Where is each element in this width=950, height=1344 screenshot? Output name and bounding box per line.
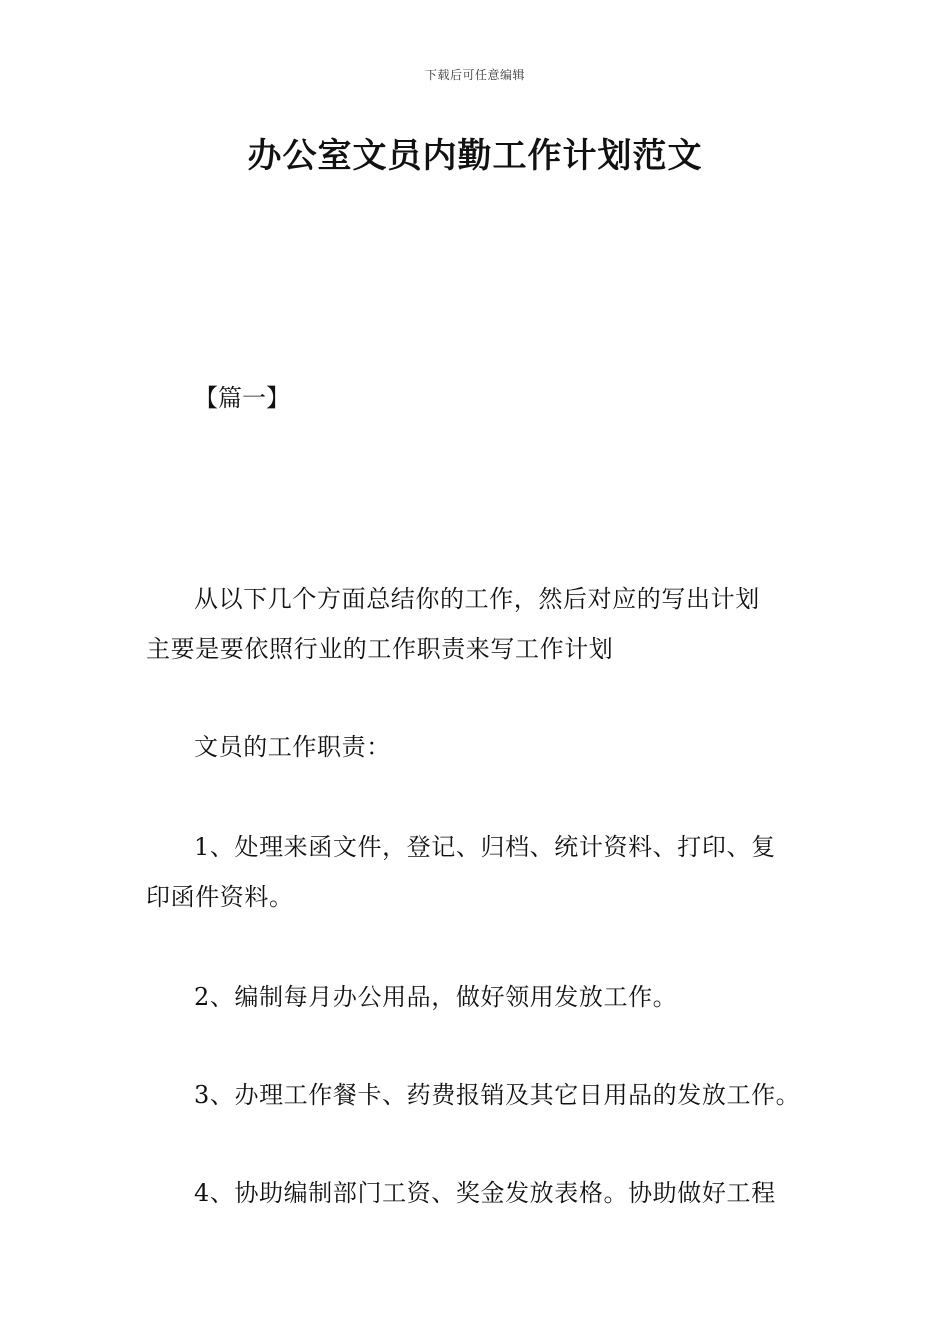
paragraph-line: 1、处理来函文件，登记、归档、统计资料、打印、复 xyxy=(194,833,776,861)
paragraph-line: 4、协助编制部门工资、奖金发放表格。协助做好工程 xyxy=(194,1179,776,1207)
paragraph-item-4 xyxy=(146,1168,812,1218)
section-label: 【篇一】 xyxy=(194,384,290,412)
paragraph-line: 印函件资料。 xyxy=(146,883,294,911)
paragraph-intro xyxy=(146,574,812,674)
document-title: 办公室文员内勤工作计划范文 xyxy=(247,136,703,176)
paragraph-item-3 xyxy=(146,1070,812,1120)
paragraph-item-2 xyxy=(146,972,812,1022)
paragraph-line: 3、办理工作餐卡、药费报销及其它日用品的发放工作。 xyxy=(194,1081,801,1109)
header-note: 下载后可任意编辑 xyxy=(424,68,525,82)
paragraph-line: 2、编制每月办公用品，做好领用发放工作。 xyxy=(194,983,678,1011)
paragraph-duties-heading xyxy=(146,722,812,772)
paragraph-item-1 xyxy=(146,822,812,922)
paragraph-line: 从以下几个方面总结你的工作，然后对应的写出计划 xyxy=(194,585,760,613)
paragraph-line: 主要是要依照行业的工作职责来写工作计划 xyxy=(146,635,614,663)
paragraph-line: 文员的工作职责： xyxy=(194,733,391,761)
